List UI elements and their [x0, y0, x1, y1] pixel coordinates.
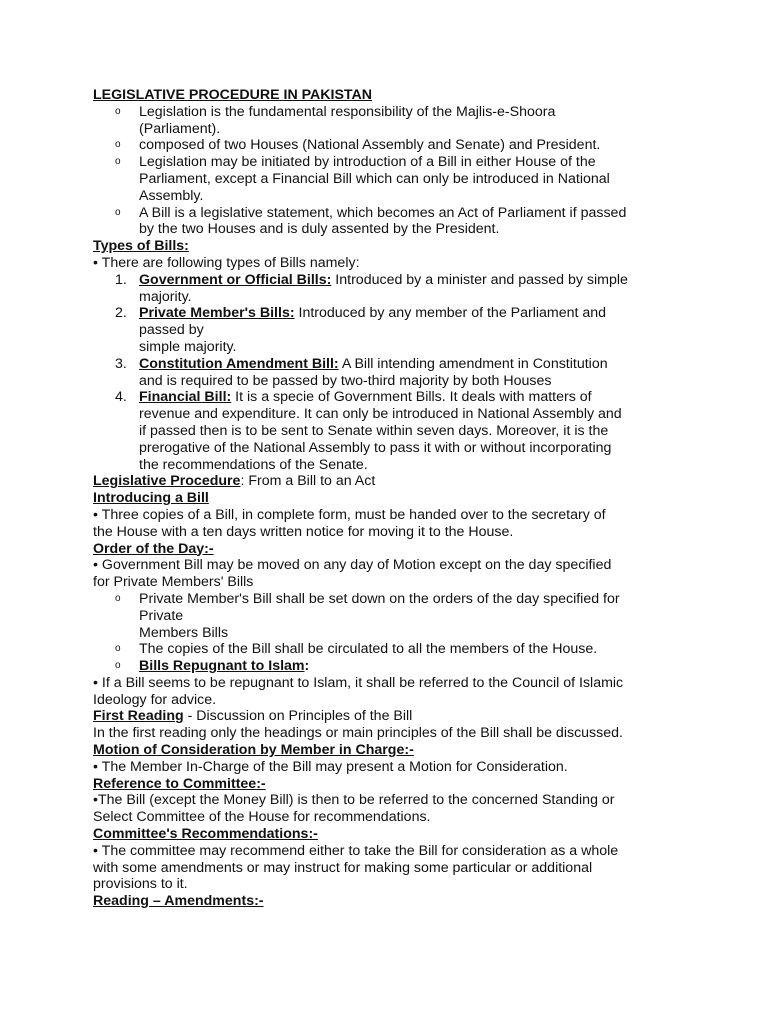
- repugnant-heading: Bills Repugnant to Islam: [139, 658, 305, 675]
- text-line: • If a Bill seems to be repugnant to Islam, it shall be referred to the Council of Islamic: [93, 674, 624, 691]
- order-item: [93, 658, 683, 675]
- bill-type-name: Constitution Amendment Bill:: [139, 355, 339, 372]
- bill-type-item: [93, 356, 683, 390]
- text-line: simple majority.: [139, 338, 237, 355]
- item-number: 2.: [115, 305, 127, 322]
- bullet-o-icon: o: [115, 643, 121, 655]
- text-line: for Private Members' Bills: [93, 574, 254, 591]
- bullet-o-icon: o: [115, 139, 121, 151]
- text-line: revenue and expenditure. It can only be introduced in National Assembly and: [139, 406, 622, 423]
- bullet-o-icon: o: [115, 206, 121, 218]
- reading-amendments-heading: Reading – Amendments:-: [93, 893, 264, 910]
- bill-type-text: Introduced by a minister and passed by simple: [331, 271, 628, 288]
- order-item: [93, 641, 683, 658]
- text-line: (Parliament).: [139, 120, 221, 137]
- text-line: and is required to be passed by two-third majority by both Houses: [139, 372, 552, 389]
- order-of-day-heading: Order of the Day:-: [93, 540, 214, 557]
- text-line: if passed then is to be sent to Senate within seven days. Moreover, it is the: [139, 422, 609, 439]
- text-line: Assembly.: [139, 187, 204, 204]
- text-line: with some amendments or may instruct for making some particular or additional: [93, 859, 593, 876]
- intro-item: [93, 154, 683, 204]
- first-reading-suffix: - Discussion on Principles of the Bill: [183, 708, 413, 725]
- text-line: • Three copies of a Bill, in complete form, must be handed over to the secretary of: [93, 506, 606, 523]
- bill-type-item: [93, 272, 683, 306]
- introducing-bill-heading: Introducing a Bill: [93, 490, 209, 507]
- text-line: A Bill is a legislative statement, which becomes an Act of Parliament if passed: [139, 204, 627, 221]
- text-line: • Government Bill may be moved on any day of Motion except on the day specified: [93, 557, 612, 574]
- repugnant-colon: :: [304, 658, 310, 675]
- document-title: LEGISLATIVE PROCEDURE IN PAKISTAN: [93, 87, 373, 103]
- bill-type-item: [93, 305, 683, 355]
- intro-item: [93, 104, 683, 138]
- bill-type-text: Introduced by any member of the Parliament and: [294, 305, 607, 322]
- types-heading: Types of Bills:: [93, 238, 189, 255]
- bill-type-item: [93, 389, 683, 473]
- item-number: 1.: [115, 271, 127, 288]
- bill-type-name: Private Member's Bills:: [139, 305, 295, 322]
- bill-type-name: Government or Official Bills:: [139, 271, 332, 288]
- bullet-o-icon: o: [115, 660, 121, 672]
- intro-item: [93, 137, 683, 154]
- text-line: by the two Houses and is duly assented by the President.: [139, 221, 500, 238]
- bullet-o-icon: o: [115, 105, 121, 117]
- item-number: 3.: [115, 355, 127, 372]
- procedure-text: : From a Bill to an Act: [240, 473, 376, 490]
- bullet-o-icon: o: [115, 592, 121, 604]
- intro-item: [93, 205, 683, 239]
- text-line: majority.: [139, 288, 192, 305]
- text-line: Private Member's Bill shall be set down on the orders of the day specified for: [139, 590, 620, 607]
- text-line: the recommendations of the Senate.: [139, 456, 368, 473]
- document-page: [93, 87, 683, 910]
- text-line: Ideology for advice.: [93, 691, 217, 708]
- bill-type-name: Financial Bill:: [139, 389, 232, 406]
- reference-heading: Reference to Committee:-: [93, 775, 266, 792]
- text-line: provisions to it.: [93, 876, 188, 893]
- text-line: Select Committee of the House for recommendations.: [93, 809, 431, 826]
- text-line: the House with a ten days written notice for moving it to the House.: [93, 523, 514, 540]
- text-line: composed of two Houses (National Assembly and Senate) and President.: [139, 137, 601, 154]
- first-reading-heading: First Reading: [93, 708, 184, 725]
- text-line: •The Bill (except the Money Bill) is then to be referred to the concerned Standing or: [93, 792, 615, 809]
- text-line: Parliament, except a Financial Bill which can only be introduced in National: [139, 170, 610, 187]
- motion-heading: Motion of Consideration by Member in Charge:-: [93, 742, 414, 759]
- procedure-heading: Legislative Procedure: [93, 473, 241, 490]
- text-line: passed by: [139, 322, 204, 339]
- types-intro: • There are following types of Bills namely:: [93, 254, 360, 271]
- text-line: In the first reading only the headings or main principles of the Bill shall be discussed.: [93, 725, 623, 742]
- bill-type-text: It is a specie of Government Bills. It deals with matters of: [231, 389, 592, 406]
- text-line: Private: [139, 607, 184, 624]
- text-line: Members Bills: [139, 624, 229, 641]
- text-line: The copies of the Bill shall be circulated to all the members of the House.: [139, 641, 598, 658]
- text-line: • The Member In-Charge of the Bill may present a Motion for Consideration.: [93, 758, 568, 775]
- text-line: • The committee may recommend either to take the Bill for consideration as a whole: [93, 842, 619, 859]
- bullet-o-icon: o: [115, 156, 121, 168]
- text-line: Legislation is the fundamental responsibility of the Majlis-e-Shoora: [139, 103, 556, 120]
- order-item: [93, 591, 683, 641]
- text-line: prerogative of the National Assembly to pass it with or without incorporating: [139, 439, 612, 456]
- text-line: Legislation may be initiated by introduction of a Bill in either House of the: [139, 154, 596, 171]
- committee-heading: Committee's Recommendations:-: [93, 826, 318, 843]
- bill-type-text: A Bill intending amendment in Constitution: [338, 355, 608, 372]
- item-number: 4.: [115, 389, 127, 406]
